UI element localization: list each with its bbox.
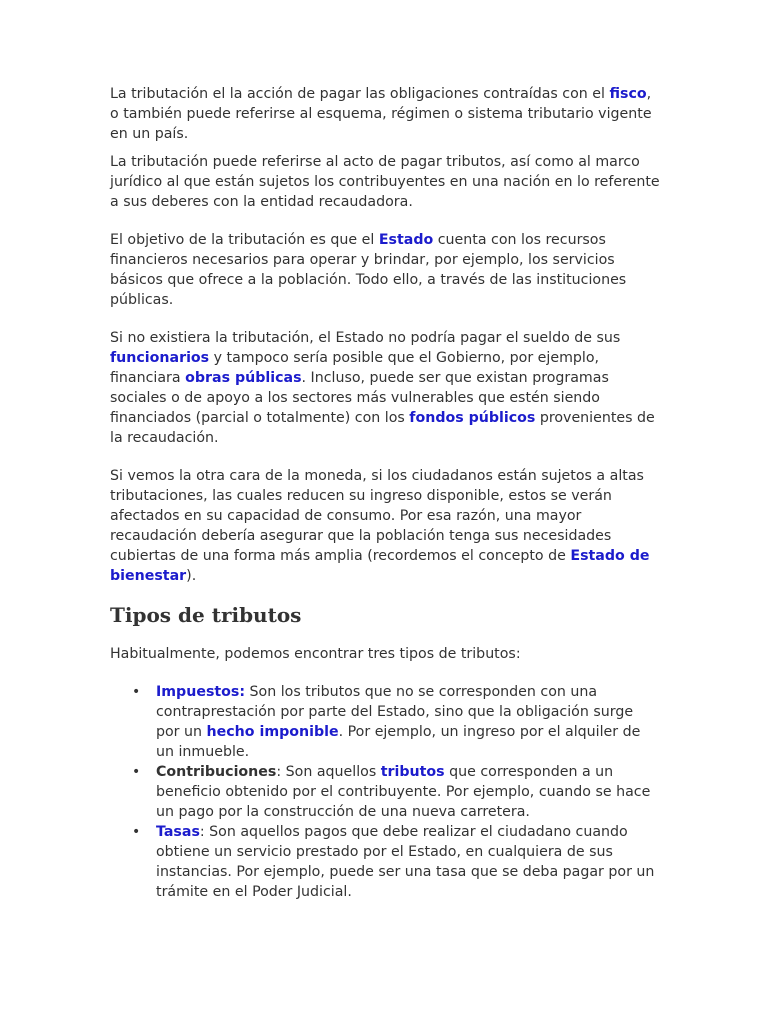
paragraph-text: ). <box>186 568 197 584</box>
paragraph-sin-tributacion <box>110 328 660 448</box>
paragraph-definition <box>110 152 660 212</box>
bullet-icon: • <box>132 684 141 700</box>
list-item-impuestos <box>110 682 660 762</box>
list-item-tasas <box>110 822 660 902</box>
paragraph-fisco <box>110 84 660 144</box>
bullet-icon: • <box>132 824 141 840</box>
list-item-text: . Por ejemplo, un ingreso por el alquiler de un inmueble. <box>156 724 641 760</box>
paragraph-text: . Incluso, puede ser que existan programas sociales o de apoyo a los sectores más vulnerables que estén siendo financiados (parcial o totalmente) con los <box>110 370 609 426</box>
paragraph-text: y tampoco sería posible que el Gobierno, por ejemplo, financiara <box>110 350 600 386</box>
paragraph-text: El objetivo de la tributación es que el <box>110 232 379 248</box>
bullet-icon: • <box>132 764 141 780</box>
link-tasas[interactable]: Tasas <box>156 824 200 840</box>
paragraph-text: , o también puede referirse al esquema, régimen o sistema tributario vigente en un país. <box>110 86 652 142</box>
paragraph-text: cuenta con los recursos financieros necesarios para operar y brindar, por ejemplo, los servicios básicos que ofrece a la población. Todo ello, a través de las instituciones públicas. <box>110 232 627 308</box>
link-funcionarios[interactable]: funcionarios <box>110 350 210 366</box>
list-item-text: Son los tributos que no se corresponden con una contraprestación por parte del Estado, sino que la obligación surge por un <box>156 684 634 740</box>
tributos-list <box>110 682 660 902</box>
link-hecho-imponible[interactable]: hecho imponible <box>206 724 339 740</box>
list-item-text: que corresponden a un beneficio obtenido por el contribuyente. Por ejemplo, cuando se hace un pago por la construcción de una nueva carretera. <box>156 764 651 820</box>
link-estado[interactable]: Estado <box>378 232 434 248</box>
paragraph-text: Si vemos la otra cara de la moneda, si los ciudadanos están sujetos a altas tributaciones, las cuales reducen su ingreso disponible, estos se verán afectados en su capacidad de consumo. Por esa razón, una mayor recaudación debería asegurar que la población tenga sus necesidades cubiertas de una forma más amplia (recordemos el concepto de <box>110 468 644 564</box>
paragraph-otra-cara <box>110 466 660 586</box>
link-fondos-publicos[interactable]: fondos públicos <box>409 410 536 426</box>
paragraph-text: provenientes de la recaudación. <box>110 410 655 446</box>
section-heading: Tipos de tributos <box>110 603 302 627</box>
link-fisco[interactable]: fisco <box>609 86 647 102</box>
list-item-contribuciones <box>110 762 660 822</box>
document-page <box>110 84 660 902</box>
list-item-text: : Son aquellos <box>276 764 381 780</box>
paragraph-text: La tributación puede referirse al acto de pagar tributos, así como al marco jurídico al que están sujetos los contribuyentes en una nación en lo referente a sus deberes con la entidad recaudadora. <box>110 154 660 210</box>
term-contribuciones: Contribuciones <box>156 764 277 780</box>
link-impuestos[interactable]: Impuestos: <box>156 684 246 700</box>
paragraph-objetivo <box>110 230 660 310</box>
paragraph-text: La tributación el la acción de pagar las obligaciones contraídas con el <box>110 86 610 102</box>
section-intro: Habitualmente, podemos encontrar tres tipos de tributos: <box>110 646 521 662</box>
link-obras-publicas[interactable]: obras públicas <box>185 370 302 386</box>
paragraph-text: Si no existiera la tributación, el Estado no podría pagar el sueldo de sus <box>110 330 621 346</box>
list-item-text: : Son aquellos pagos que debe realizar el ciudadano cuando obtiene un servicio prestado por el Estado, en cualquiera de sus instancias. Por ejemplo, puede ser una tasa que se deba pagar por un trámite en el Poder Judicial. <box>156 824 655 900</box>
link-tributos[interactable]: tributos <box>380 764 445 780</box>
link-estado-de-bienestar[interactable]: Estado de bienestar <box>110 548 650 584</box>
